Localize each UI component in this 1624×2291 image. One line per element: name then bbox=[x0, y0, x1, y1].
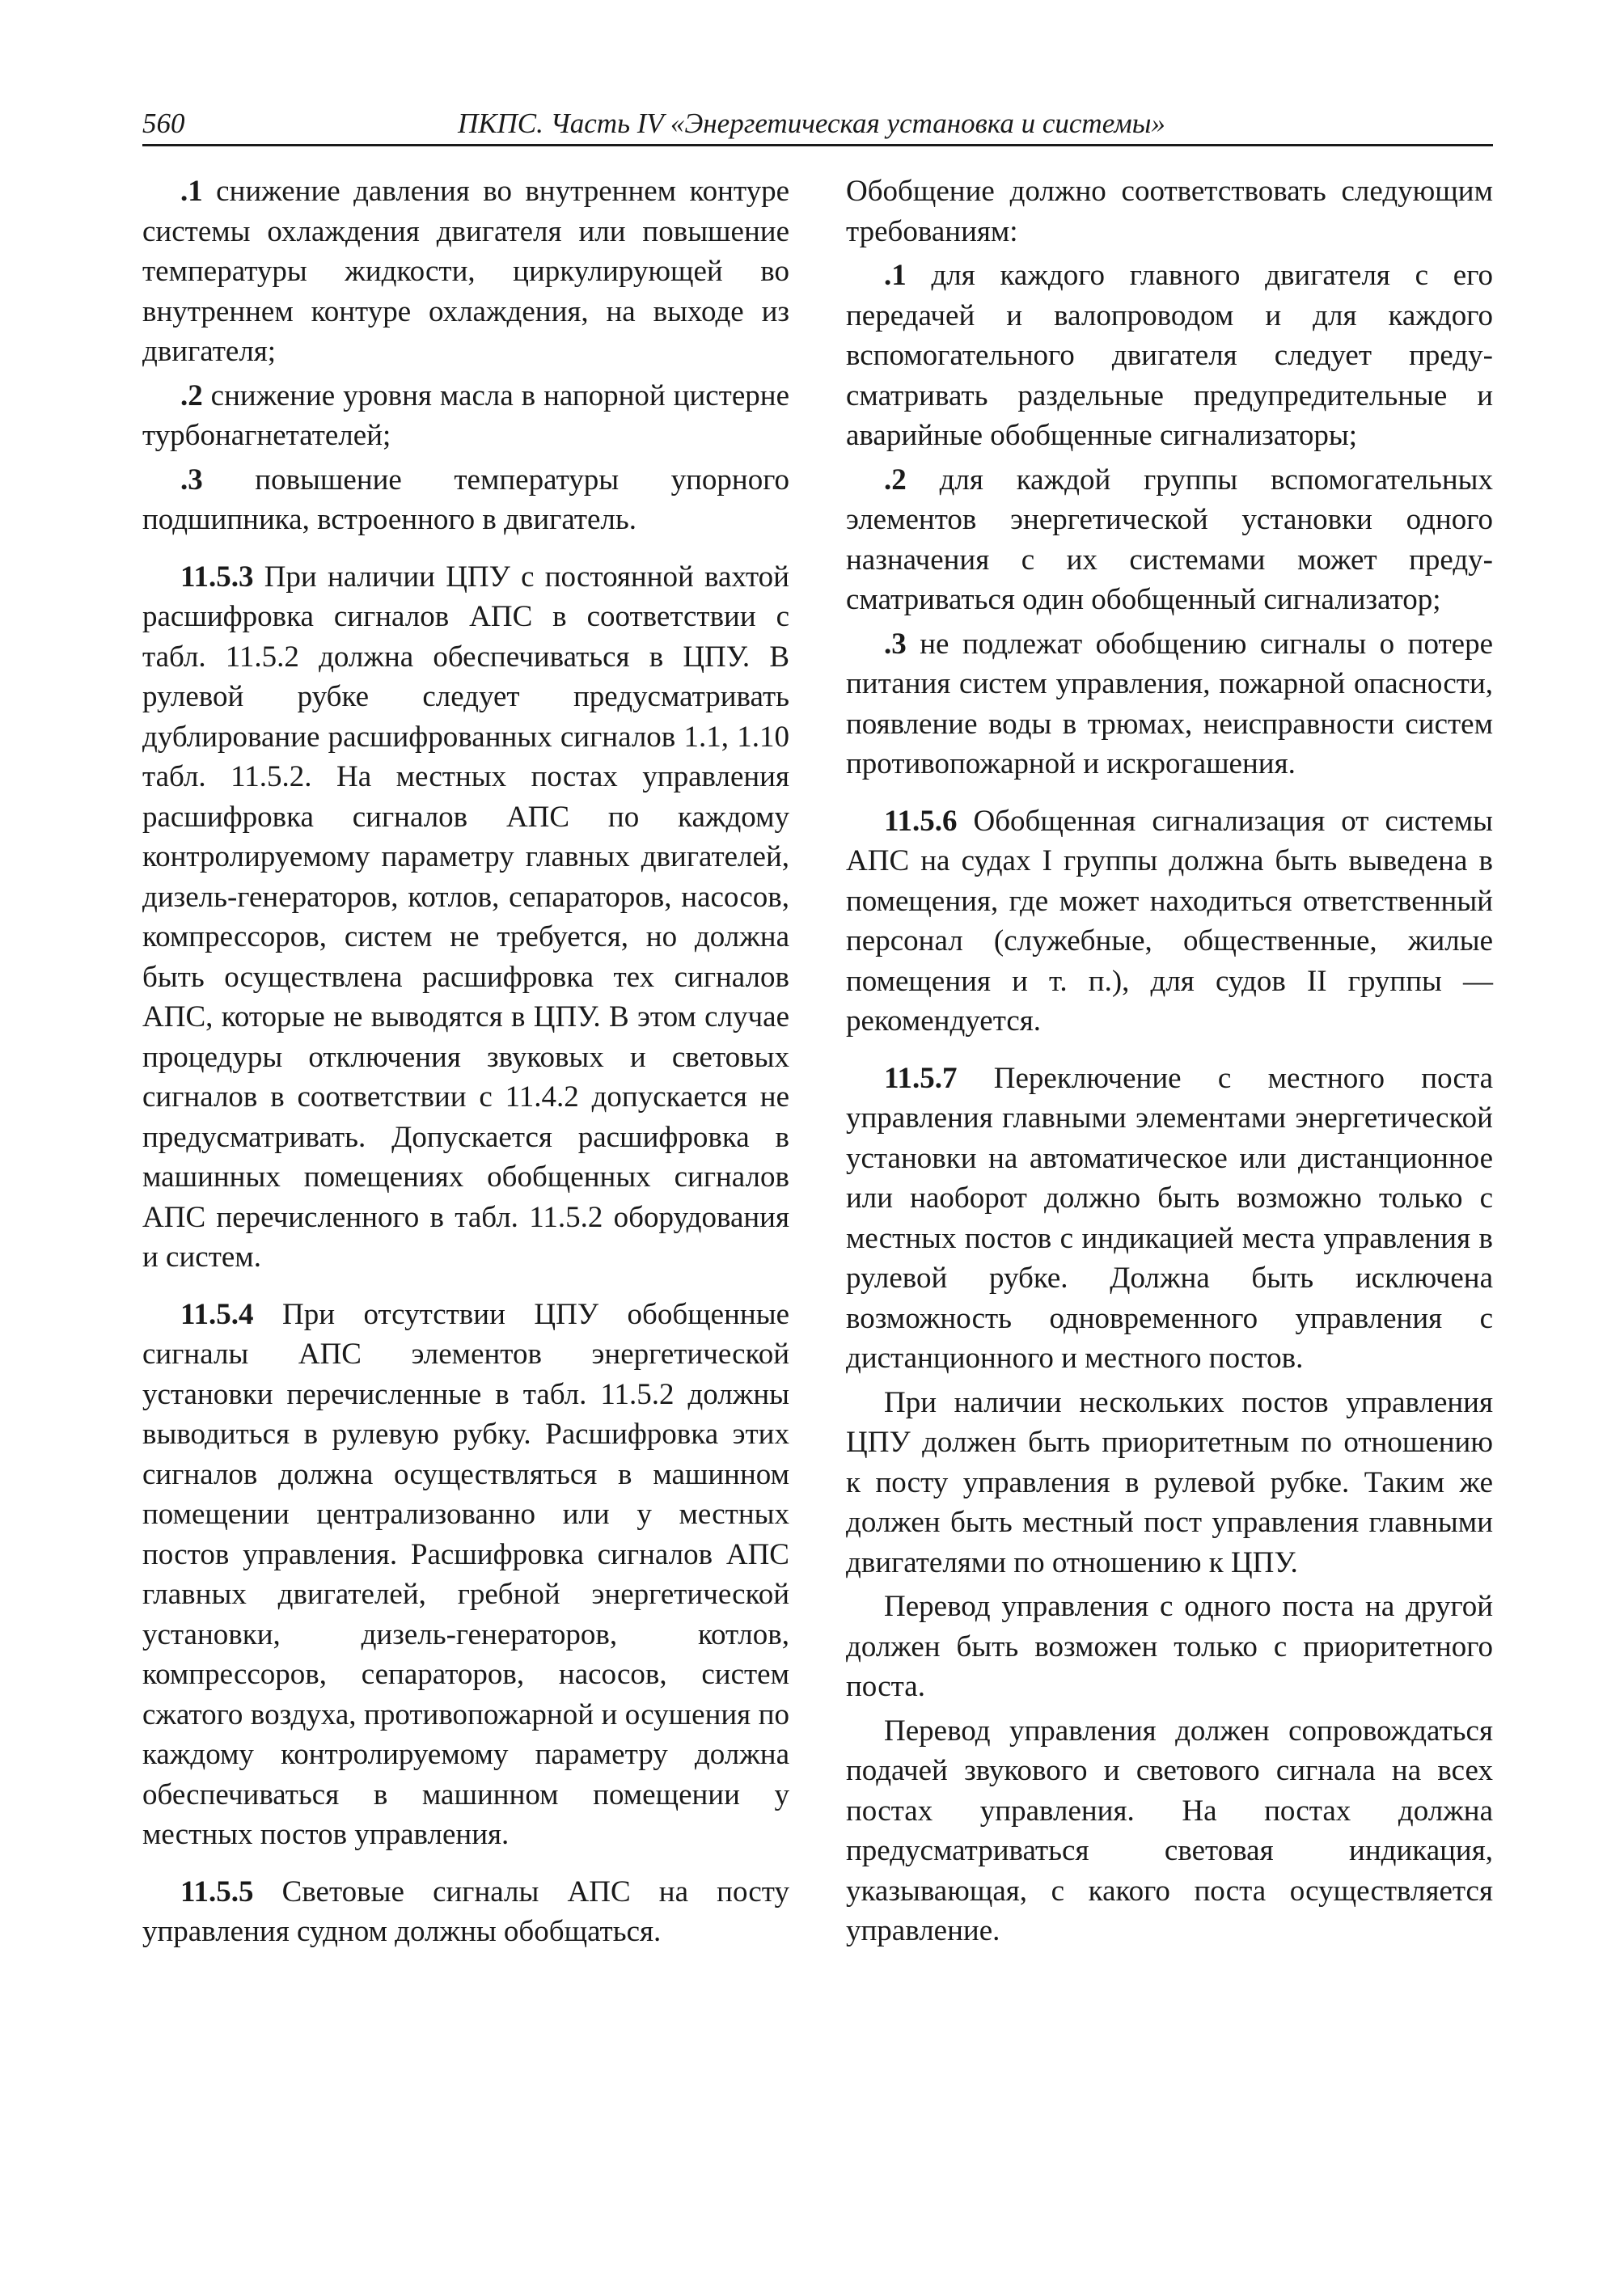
clause-number: 11.5.6 bbox=[884, 804, 958, 838]
item-number: .2 bbox=[180, 378, 203, 412]
list-item-3 bbox=[846, 624, 1493, 784]
item-number: .1 bbox=[180, 175, 203, 208]
item-text: повышение температуры упорного подшипника, встроенного в двигатель. bbox=[142, 463, 789, 536]
item-text: снижение давления во внутреннем контуре системы охлаждения двигателя или повышение температуры жидкости, циркулирующей во внутреннем контуре охлаждения, на выходе из двигателя; bbox=[142, 175, 789, 368]
paragraph-transfer-signalling: Перевод управления должен сопровождаться подачей звукового и светового сигнала на всех постах управления. На постах должна предусматриваться световая индикация, указывающая, с какого поста осуществляется управление. bbox=[846, 1714, 1493, 1947]
item-number: .1 bbox=[884, 259, 907, 292]
clause-11-5-5-continuation: Обобщение должно соответствовать следующим требованиям: bbox=[846, 175, 1493, 248]
clause-text: При отсутствии ЦПУ обобщенные сигналы АПС элементов энергетической установки перечисленные в табл. 11.5.2 должны выводиться в рулевую рубку. Расшифровка этих сигналов должна осуществляться в машинном помещении централизованно или у местных постов управления. Расшифровка сигналов АПС главных двигателей, гребной энергетической установки, дизель-генераторов, котлов, компрессоров, сепараторов, насосов, систем сжатого воздуха, противопожарной и осушения по каждому контролируемому параметру должна обеспечиваться в машинном помещении у местных постов управления. bbox=[142, 1297, 789, 1851]
item-text: для каждого главного двигателя с его передачей и валопроводом и для каждого вспомогательного двигателя следует предусматривать раздельные предупредительные и аварийные обобщенные сигнализаторы; bbox=[846, 259, 1493, 452]
clause-text: Обобщенная сигнализация от системы АПС на судах I группы должна быть выведена в помещения, где может находиться ответственный персонал (служебные, общественные, жилые помещения и т. п.), для судов II группы — рекомендуется. bbox=[846, 804, 1493, 1038]
list-item-1 bbox=[846, 256, 1493, 456]
clause-number: 11.5.4 bbox=[180, 1297, 254, 1331]
clause-text: Переключение с местного поста управления главными элементами энергетической установки на автоматическое или дистанционное или наоборот должно быть возможно только с местных постов с индикацией места управления в рулевой рубке. Должна быть исключена возможность одновременного управления с дистанционного и местного постов. bbox=[846, 1061, 1493, 1375]
clause-11-5-6 bbox=[846, 801, 1493, 1042]
paragraph-control-priority: При наличии нескольких постов управления ЦПУ должен быть приоритетным по отношению к посту управления в рулевой рубке. Таким же должен быть местный пост управления главными двигателями по отношению к ЦПУ. bbox=[846, 1385, 1493, 1579]
item-number: .3 bbox=[884, 627, 907, 661]
item-text: для каждой группы вспомогательных элементов энергетической установки одного назначения с их системами может предусматриваться один обобщенный сигнализатор; bbox=[846, 463, 1493, 616]
clause-number: 11.5.5 bbox=[180, 1875, 254, 1908]
clause-number: 11.5.7 bbox=[884, 1061, 958, 1095]
right-column bbox=[846, 171, 1493, 1951]
running-title: ПКПС. Часть IV «Энергетическая установка и системы» bbox=[458, 108, 1165, 139]
clause-11-5-3 bbox=[142, 557, 789, 1278]
clause-11-5-4 bbox=[142, 1295, 789, 1855]
item-number: .3 bbox=[180, 463, 203, 497]
page-header bbox=[142, 104, 1493, 146]
clause-text: При наличии ЦПУ с постоянной вахтой расшифровка сигналов АПС в соответствии с табл. 11.5.2 должна обеспечиваться в ЦПУ. В рулевой рубке следует предусматривать дублирование расшифрованных сигналов 1.1, 1.10 табл. 11.5.2. На местных постах управления расшифровка сигналов АПС по каждому контролируемому параметру главных двигателей, дизель-генераторов, котлов, сепараторов, насосов, компрессоров, систем не требуется, но должна быть осуществлена расшифровка тех сигналов АПС, которые не выводятся в ЦПУ. В этом случае процедуры отключения звуковых и световых сигналов в соответствии с 11.4.2 допускается не предусматривать. Допускается расшифровка в машинных помещениях обобщенных сигналов АПС перечисленного в табл. 11.5.2 оборудования и систем. bbox=[142, 560, 789, 1274]
clause-11-5-5 bbox=[142, 1872, 789, 1952]
clause-11-5-7 bbox=[846, 1059, 1493, 1379]
list-item-2 bbox=[142, 376, 789, 456]
clause-number: 11.5.3 bbox=[180, 560, 254, 594]
item-text: не подлежат обобщению сигналы о потере питания систем управления, пожарной опасности, появление воды в трюмах, неисправности систем противопожарной и искрогашения. bbox=[846, 627, 1493, 780]
clause-text: Световые сигналы АПС на посту управления судном должны обобщаться. bbox=[142, 1875, 789, 1948]
paragraph-control-transfer: Перевод управления с одного поста на другой должен быть возможен только с приоритетного поста. bbox=[846, 1590, 1493, 1703]
list-item-2 bbox=[846, 460, 1493, 620]
list-item-3 bbox=[142, 460, 789, 540]
item-text: снижение уровня масла в напорной цистерне турбонагнетателей; bbox=[142, 378, 789, 452]
list-item-1 bbox=[142, 171, 789, 372]
left-column bbox=[142, 171, 789, 1952]
page-number: 560 bbox=[142, 108, 185, 139]
item-number: .2 bbox=[884, 463, 907, 497]
